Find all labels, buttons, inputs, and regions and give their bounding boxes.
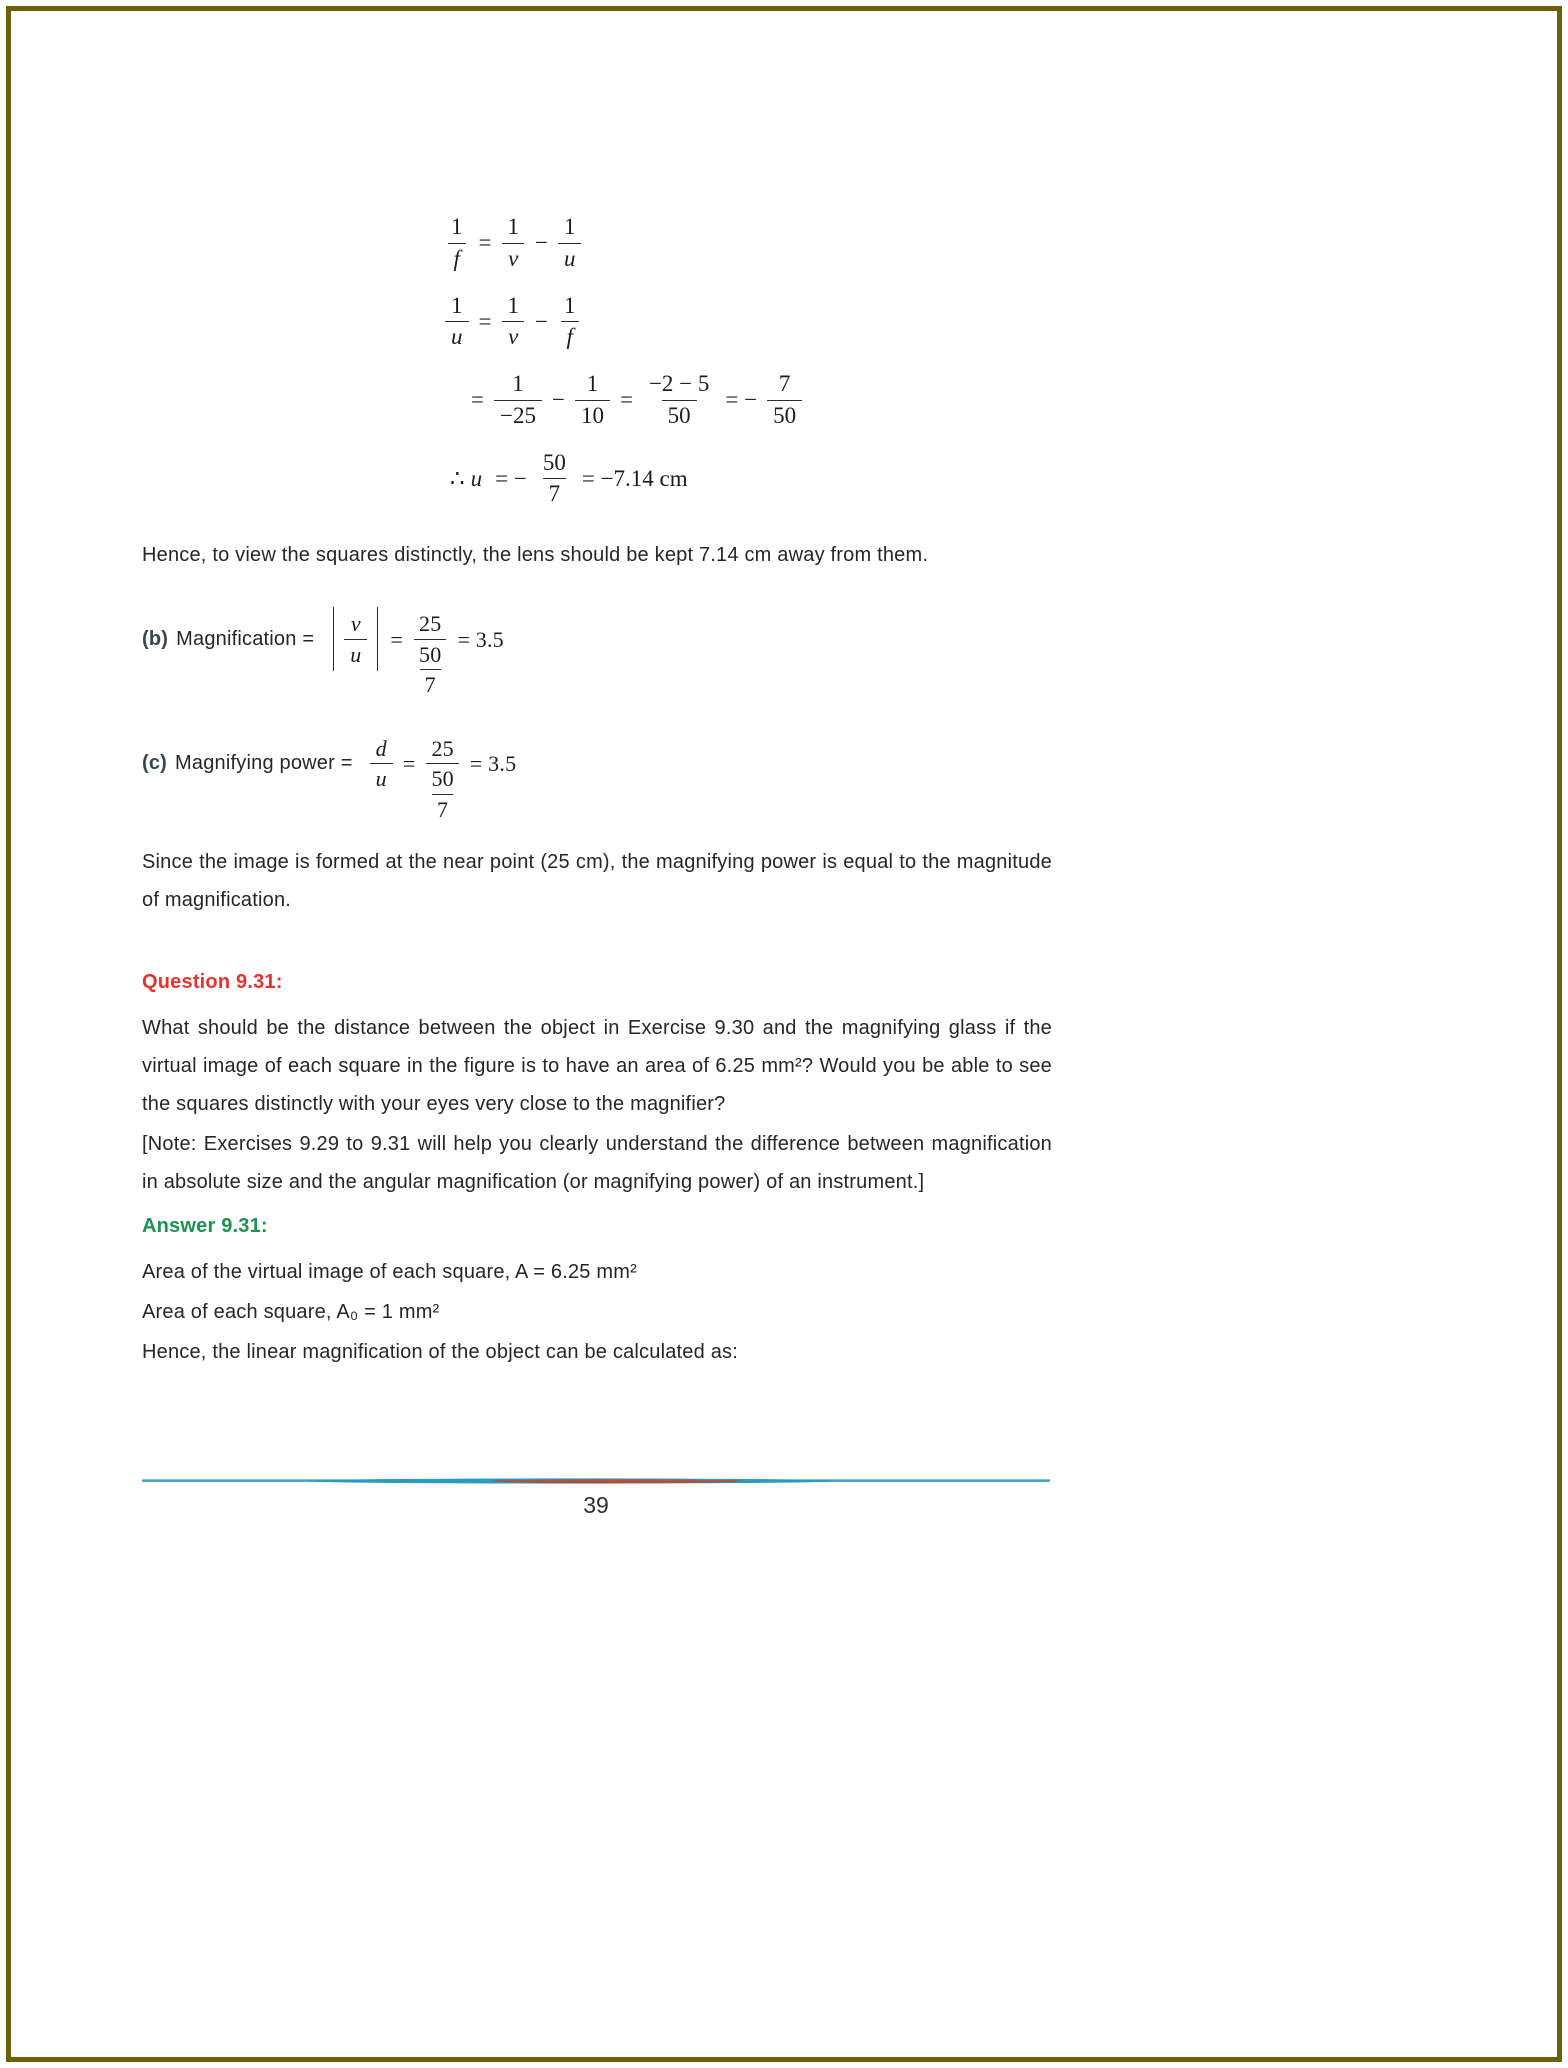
equals-sign: =: [471, 387, 484, 413]
paragraph-hence: Hence, to view the squares distinctly, the lens should be kept 7.14 cm away from them.: [142, 544, 929, 566]
fraction-denominator: [426, 763, 458, 824]
item-c-label: Magnifying power =: [175, 752, 353, 775]
fraction-numerator: 1: [586, 371, 599, 396]
fraction-denominator: v: [502, 243, 524, 275]
fraction: [537, 448, 572, 511]
fraction-numerator: 50: [542, 449, 566, 475]
equals-minus-sign: = −: [725, 387, 758, 413]
fraction-denominator: u: [445, 321, 469, 353]
item-b-marker: (b): [142, 627, 169, 650]
equation-rearranged: [442, 291, 1052, 354]
fraction-numerator: 1: [507, 292, 519, 318]
fraction-denominator: 7: [420, 669, 441, 700]
fraction-denominator: u: [558, 243, 582, 275]
fraction: [370, 734, 393, 794]
fraction-denominator: 10: [575, 400, 610, 432]
fraction-numerator: 1: [563, 214, 576, 239]
paragraph-since: Since the image is formed at the near point (25 cm), the magnifying power is equal to the magnitude of magnification.: [142, 851, 1052, 911]
fraction: [575, 369, 610, 432]
equals-sign: =: [402, 751, 416, 776]
item-c-marker: (c): [142, 752, 168, 775]
item-b-magnification: [142, 594, 1052, 697]
fraction: [501, 212, 525, 275]
equals-sign: =: [478, 308, 492, 334]
therefore-symbol: ∴: [450, 465, 465, 491]
fraction-numerator: −2 − 5: [648, 371, 710, 396]
fraction-numerator: 50: [419, 641, 442, 667]
fraction: [445, 291, 469, 354]
result-value: = 3.5: [469, 751, 517, 776]
fraction: [558, 212, 582, 275]
fraction-numerator: 25: [431, 735, 454, 761]
fraction: [501, 291, 525, 354]
fraction-denominator: −25: [494, 400, 542, 432]
absolute-value-bars: [333, 607, 378, 671]
fraction-denominator: 7: [432, 794, 453, 825]
equals-sign: =: [390, 626, 404, 652]
fraction-numerator: 1: [507, 214, 519, 239]
question-body: What should be the distance between the object in Exercise 9.30 and the magnifying glass if the virtual image of each square in the figure is to have an area of 6.25 mm²? Would you be able to see the squares distinctly with your eyes very close to the magnifier?: [142, 1017, 1052, 1115]
equation-result: [450, 448, 1052, 511]
variable-u: u: [470, 465, 483, 491]
fraction: [344, 609, 367, 669]
fraction-denominator: u: [370, 763, 393, 794]
answer-line-1: Area of the virtual image of each square, A = 6.25 mm²: [142, 1261, 637, 1283]
equals-sign: =: [478, 230, 492, 256]
fraction-denominator: 7: [543, 478, 567, 510]
fraction-numerator: 7: [778, 371, 791, 396]
fraction-numerator: 50: [431, 766, 454, 791]
answer-line-2: Area of each square, A₀ = 1 mm²: [142, 1301, 440, 1323]
item-c-math: [367, 719, 524, 822]
answer-label: Answer 9.31:: [142, 1215, 268, 1237]
fraction-denominator: 50: [662, 400, 697, 432]
fraction-numerator: 1: [563, 292, 576, 318]
fraction: [445, 212, 469, 275]
result-value: = 3.5: [457, 626, 504, 652]
equation-lens-formula: [442, 212, 1052, 275]
result-value: = −7.14 cm: [581, 465, 688, 491]
page-number: 39: [583, 1492, 609, 1518]
fraction-numerator: 1: [512, 371, 524, 396]
fraction-numerator: 1: [451, 292, 463, 318]
fraction-denominator: u: [344, 639, 367, 670]
compound-fraction: [425, 734, 459, 825]
fraction-numerator: v: [350, 611, 361, 637]
page-content: [142, 212, 1052, 1373]
fraction-denominator: f: [561, 321, 579, 353]
fraction: [767, 369, 802, 432]
fraction: [558, 291, 582, 354]
equals-sign: =: [619, 387, 633, 413]
fraction-numerator: 1: [451, 214, 463, 239]
item-b-label: Magnification =: [176, 627, 315, 650]
compound-fraction: [413, 609, 447, 700]
decorative-divider: [142, 1476, 1050, 1486]
minus-sign: −: [551, 387, 565, 413]
answer-line-3: Hence, the linear magnification of the object can be calculated as:: [142, 1341, 738, 1363]
equals-minus-sign: = −: [495, 465, 527, 491]
minus-sign: −: [534, 308, 548, 334]
question-note: [Note: Exercises 9.29 to 9.31 will help you clearly understand the difference between magnification in absolute size and the angular magnification (or magnifying power) of an instrument.]: [142, 1133, 1052, 1193]
inner-fraction: [426, 764, 458, 824]
fraction-denominator: 50: [767, 400, 802, 432]
fraction-numerator: d: [375, 735, 387, 761]
derivation-block: [442, 212, 1052, 510]
item-b-math: [328, 594, 511, 697]
fraction: [643, 369, 715, 432]
inner-fraction: [414, 640, 446, 700]
minus-sign: −: [534, 230, 548, 256]
equation-substitution: [464, 369, 1052, 432]
fraction-denominator: [414, 639, 446, 700]
fraction-denominator: f: [448, 243, 466, 275]
fraction-numerator: 25: [419, 611, 442, 636]
question-label: Question 9.31:: [142, 971, 283, 993]
fraction: [494, 369, 542, 432]
item-c-magnifying-power: [142, 719, 1052, 822]
fraction-denominator: v: [502, 321, 524, 353]
